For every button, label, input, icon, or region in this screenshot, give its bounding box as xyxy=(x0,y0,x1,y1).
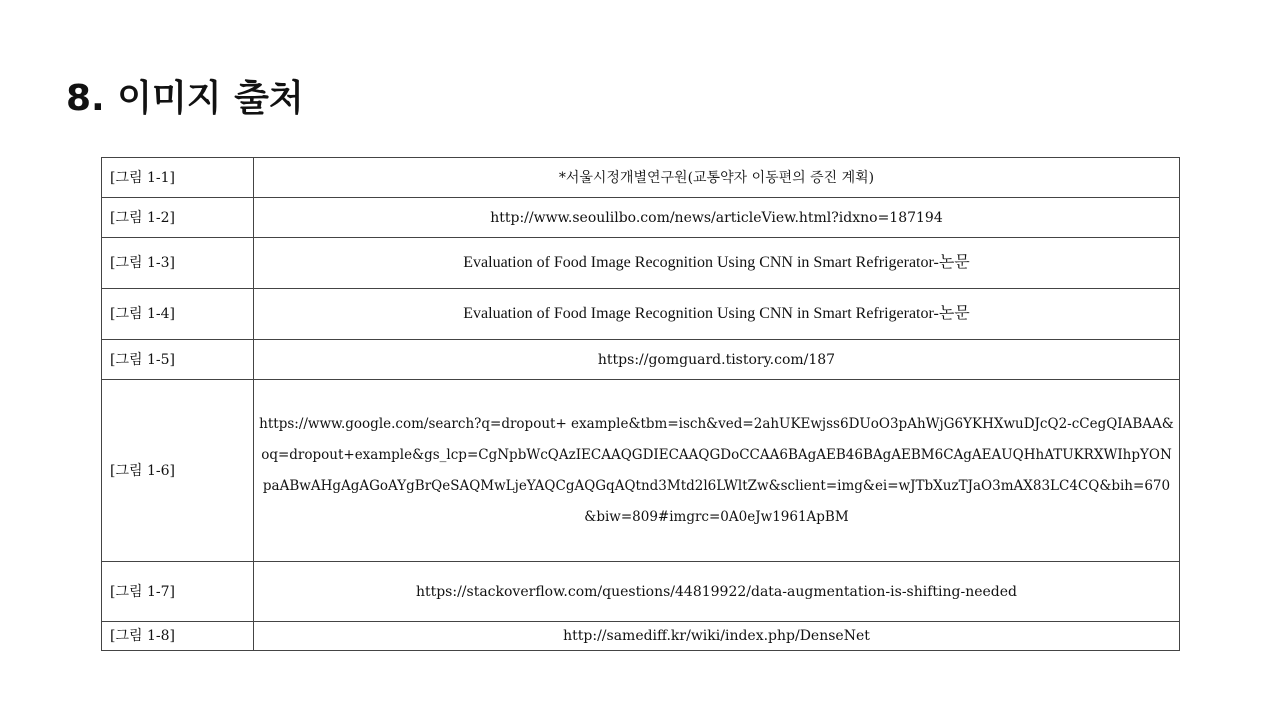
image-source-table xyxy=(101,157,1180,651)
figure-source-link: https://stackoverflow.com/questions/44819922/data-augmentation-is-shifting-needed xyxy=(254,562,1180,622)
figure-label: [그림 1-8] xyxy=(102,622,254,651)
figure-label: [그림 1-1] xyxy=(102,158,254,198)
table-row xyxy=(102,238,1180,289)
figure-source: Evaluation of Food Image Recognition Using CNN in Smart Refrigerator-논문 xyxy=(254,238,1180,289)
table-row xyxy=(102,622,1180,651)
figure-source-link: https://www.google.com/search?q=dropout+ example&tbm=isch&ved=2ahUKEwjss6DUoO3pAhWjG6YKHXwuDJcQ2-cCegQIABAA&oq=dropout+example&gs_lcp=CgNpbWcQAzIECAAQGDIECAAQGDoCCAA6BAgAEB46BAgAEBM6CAgAEAUQHhATUKRXWIhpYONpaABwAHgAgAGoAYgBrQeSAQMwLjeYAQCgAQGqAQtnd3Mtd2l6LWltZw&sclient=img&ei=wJTbXuzTJaO3mAX83LC4CQ&bih=670&biw=809#imgrc=0A0eJw1961ApBM xyxy=(254,380,1180,562)
table-row xyxy=(102,198,1180,238)
page-title: 8. 이미지 출처 xyxy=(66,78,304,119)
figure-label: [그림 1-2] xyxy=(102,198,254,238)
table-row xyxy=(102,562,1180,622)
table-row xyxy=(102,158,1180,198)
figure-label: [그림 1-4] xyxy=(102,289,254,340)
figure-label: [그림 1-3] xyxy=(102,238,254,289)
figure-source: *서울시정개별연구원(교통약자 이동편의 증진 계획) xyxy=(254,158,1180,198)
figure-source: Evaluation of Food Image Recognition Using CNN in Smart Refrigerator-논문 xyxy=(254,289,1180,340)
table-row xyxy=(102,289,1180,340)
table-row xyxy=(102,340,1180,380)
figure-label: [그림 1-7] xyxy=(102,562,254,622)
figure-label: [그림 1-5] xyxy=(102,340,254,380)
figure-source-link: http://www.seoulilbo.com/news/articleView.html?idxno=187194 xyxy=(254,198,1180,238)
figure-source-link: https://gomguard.tistory.com/187 xyxy=(254,340,1180,380)
figure-source-link: http://samediff.kr/wiki/index.php/DenseNet xyxy=(254,622,1180,651)
table-row xyxy=(102,380,1180,562)
figure-label: [그림 1-6] xyxy=(102,380,254,562)
